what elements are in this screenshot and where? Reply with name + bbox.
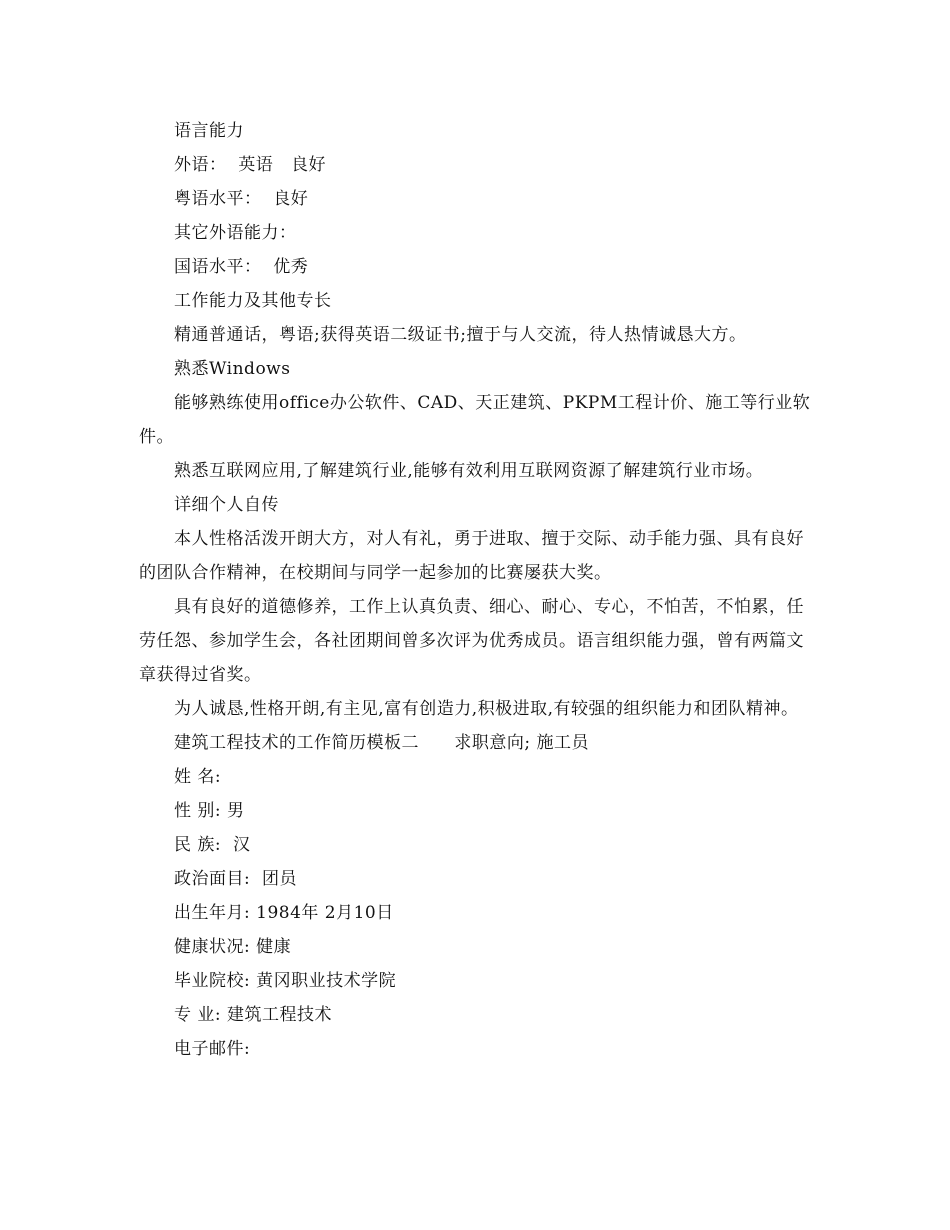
foreign-language-line: 外语： 英语 良好 (174, 155, 327, 175)
field-school: 毕业院校: 黄冈职业技术学院 (174, 971, 397, 991)
skills-paragraph-1: 精通普通话，粤语;获得英语二级证书;擅于与人交流，待人热情诚恳大方。 (174, 325, 747, 345)
field-name: 姓 名: (174, 767, 222, 787)
skills-paragraph-4: 熟悉互联网应用,了解建筑行业,能够有效利用互联网资源了解建筑行业市场。 (174, 461, 764, 481)
field-birth-date: 出生年月: 1984年 2月10日 (174, 903, 394, 923)
section-heading-language: 语言能力 (174, 121, 244, 141)
field-major: 专 业: 建筑工程技术 (174, 1005, 333, 1025)
other-language-line: 其它外语能力： (174, 223, 297, 243)
section-heading-skills: 工作能力及其他专长 (174, 291, 332, 311)
autobiography-paragraph-3: 为人诚恳,性格开朗,有主见,富有创造力,积极进取,有较强的组织能力和团队精神。 (174, 699, 799, 719)
template-two-title: 建筑工程技术的工作简历模板二 求职意向; 施工员 (174, 733, 590, 753)
field-gender: 性 别: 男 (174, 801, 245, 821)
field-ethnicity: 民 族: 汉 (174, 835, 251, 855)
cantonese-level-line: 粤语水平： 良好 (174, 189, 309, 209)
skills-paragraph-2: 熟悉Windows (174, 359, 291, 379)
field-health: 健康状况: 健康 (174, 937, 292, 957)
field-email: 电子邮件: (174, 1039, 251, 1059)
autobiography-paragraph-1: 本人性格活泼开朗大方，对人有礼，勇于进取、擅于交际、动手能力强、具有良好的团队合作精神，在校期间与同学一起参加的比赛屡获大奖。 (139, 529, 804, 583)
skills-paragraph-3: 能够熟练使用office办公软件、CAD、天正建筑、PKPM工程计价、施工等行业软件。 (139, 393, 811, 447)
autobiography-paragraph-2: 具有良好的道德修养，工作上认真负责、细心、耐心、专心，不怕苦，不怕累，任劳任怨、参加学生会，各社团期间曾多次评为优秀成员。语言组织能力强，曾有两篇文章获得过省奖。 (139, 597, 804, 685)
mandarin-level-line: 国语水平： 优秀 (174, 257, 309, 277)
document-body (139, 114, 819, 1066)
section-heading-autobiography: 详细个人自传 (174, 495, 279, 515)
field-political-status: 政治面目: 团员 (174, 869, 298, 889)
